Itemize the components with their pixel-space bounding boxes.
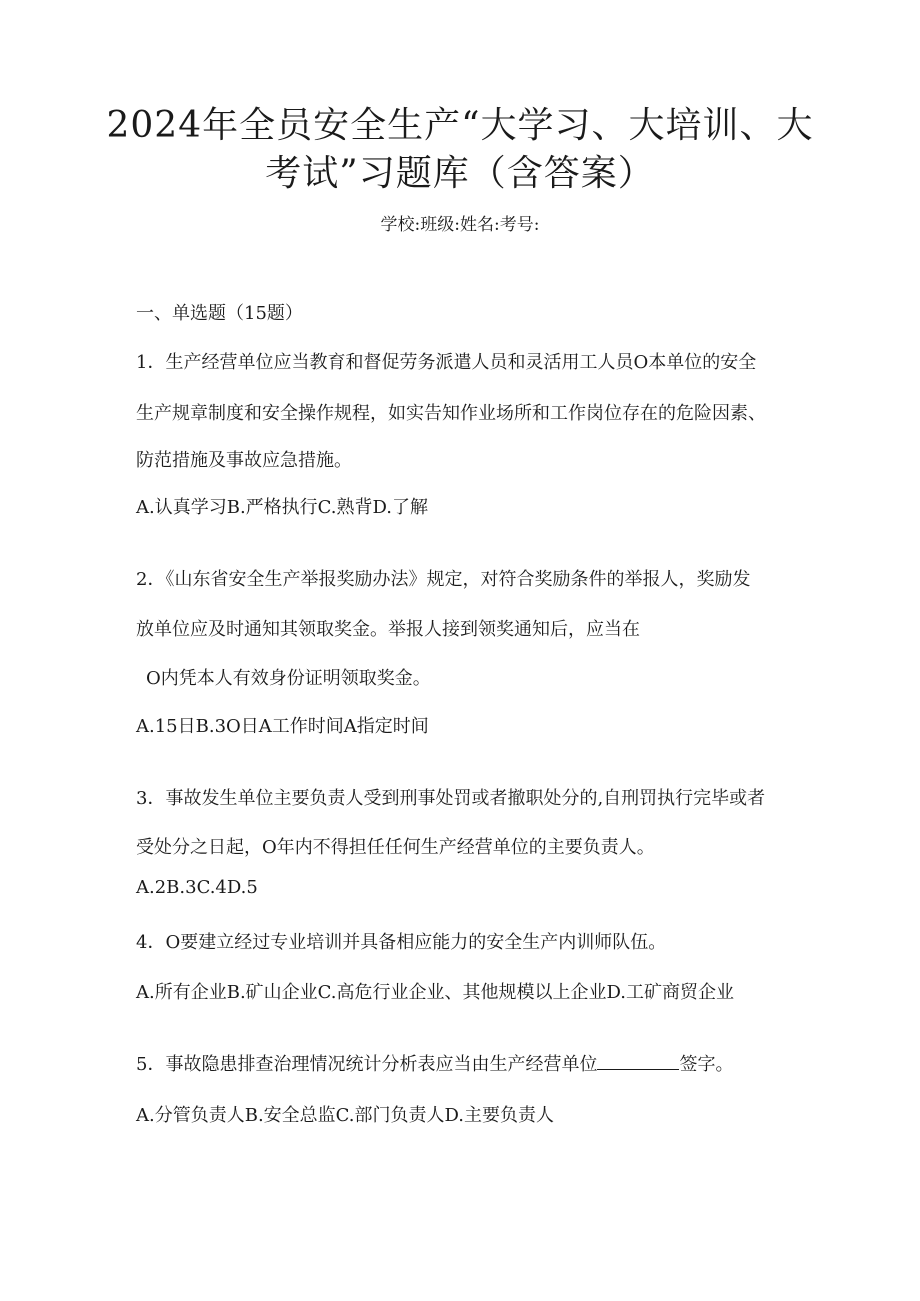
section-heading: 一、单选题（15题） [136, 303, 303, 324]
question-2-line-3: O内凭本人有效身份证明领取奖金。 [146, 668, 431, 689]
question-2-line-2: 放单位应及时通知其领取奖金。举报人接到领奖通知后，应当在 [136, 619, 640, 640]
question-5-line-1 [136, 1051, 816, 1079]
question-3-line-1: 3．事故发生单位主要负责人受到刑事处罚或者撤职处分的,自刑罚执行完毕或者 [136, 788, 766, 809]
document-title-line-1: 2024年全员安全生产“大学习、大培训、大 [106, 105, 814, 146]
question-5-options: A.分管负责人B.安全总监C.部门负责人D.主要负责人 [136, 1105, 555, 1126]
question-1-line-2: 生产规章制度和安全操作规程，如实告知作业场所和工作岗位存在的危险因素、 [136, 403, 766, 424]
question-1-line-3: 防范措施及事故应急措施。 [136, 450, 352, 471]
question-5-text-before-blank: 5．事故隐患排查治理情况统计分析表应当由生产经营单位 [136, 1054, 598, 1075]
question-1-options: A.认真学习B.严格执行C.熟背D.了解 [136, 497, 429, 518]
question-3-line-2: 受处分之日起，O年内不得担任任何生产经营单位的主要负责人。 [136, 837, 655, 858]
question-2-options: A.15日B.3O日A工作时间A指定时间 [136, 716, 429, 737]
document-title-line-2: 考试”习题库（含答案） [265, 153, 655, 194]
answer-blank [597, 1051, 679, 1070]
question-5-text-after-blank: 签字。 [679, 1054, 734, 1075]
question-1-line-1: 1．生产经营单位应当教育和督促劳务派遣人员和灵活用工人员O本单位的安全 [136, 352, 757, 373]
question-4-line-1: 4．O要建立经过专业培训并具备相应能力的安全生产内训师队伍。 [136, 932, 667, 953]
student-info-line: 学校:班级:姓名:考号: [380, 215, 540, 235]
question-4-options: A.所有企业B.矿山企业C.高危行业企业、其他规模以上企业D.工矿商贸企业 [136, 982, 735, 1003]
question-2-line-1: 2．《山东省安全生产举报奖励办法》规定，对符合奖励条件的举报人，奖励发 [136, 569, 751, 590]
question-3-options: A.2B.3C.4D.5 [136, 877, 258, 898]
